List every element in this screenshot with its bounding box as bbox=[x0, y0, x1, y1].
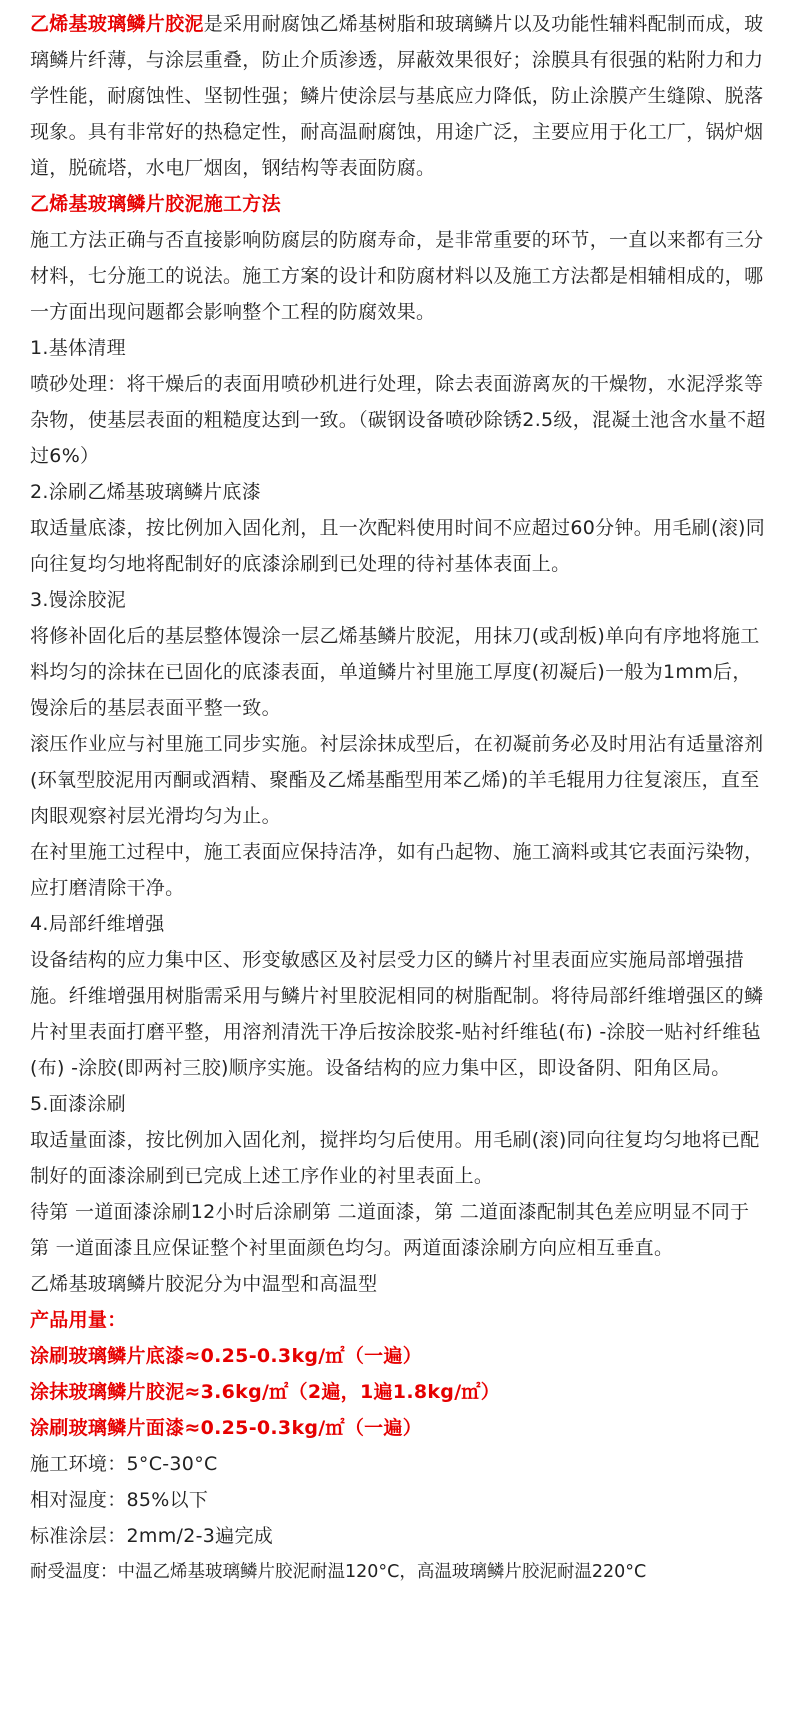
usage-heading: 产品用量： bbox=[30, 1309, 127, 1331]
spec-temperature: 耐受温度：中温乙烯基玻璃鳞片胶泥耐温120°C，高温玻璃鳞片胶泥耐温220°C bbox=[30, 1562, 647, 1582]
step2-text: 取适量底漆，按比例加入固化剂，且一次配料使用时间不应超过60分钟。用毛刷(滚)同向往复均匀地将配制好的底漆涂刷到已处理的待衬基体表面上。 bbox=[30, 517, 766, 575]
method-intro: 施工方法正确与否直接影响防腐层的防腐寿命，是非常重要的环节，一直以来都有三分材料，七分施工的说法。施工方案的设计和防腐材料以及施工方法都是相辅相成的，哪一方面出现问题都会影响整个工程的防腐效果。 bbox=[30, 229, 764, 323]
usage-primer: 涂刷玻璃鳞片底漆≈0.25-0.3kg/㎡（一遍） bbox=[30, 1345, 423, 1367]
spec-environment: 施工环境：5°C-30°C bbox=[30, 1453, 218, 1475]
intro-paragraph bbox=[30, 6, 768, 186]
step3-text-3: 在衬里施工过程中，施工表面应保持洁净，如有凸起物、施工滴料或其它表面污染物，应打磨清除干净。 bbox=[30, 841, 764, 899]
step3-text-1: 将修补固化后的基层整体馒涂一层乙烯基鳞片胶泥，用抹刀(或刮板)单向有序地将施工料均匀的涂抹在已固化的底漆表面，单道鳞片衬里施工厚度(初凝后)一般为1mm后，馒涂后的基层表面平整一致。 bbox=[30, 625, 760, 719]
intro-text: 是采用耐腐蚀乙烯基树脂和玻璃鳞片以及功能性辅料配制而成，玻璃鳞片纤薄，与涂层重叠，防止介质渗透，屏蔽效果很好；涂膜具有很强的粘附力和力学性能，耐腐蚀性、坚韧性强；鳞片使涂层与基底应力降低，防止涂膜产生缝隙、脱落现象。具有非常好的热稳定性，耐高温耐腐蚀，用途广泛，主要应用于化工厂，锅炉烟道，脱硫塔，水电厂烟囱，钢结构等表面防腐。 bbox=[30, 13, 764, 179]
step4-text: 设备结构的应力集中区、形变敏感区及衬层受力区的鳞片衬里表面应实施局部增强措施。纤维增强用树脂需采用与鳞片衬里胶泥相同的树脂配制。将待局部纤维增强区的鳞片衬里表面打磨平整，用溶剂清洗干净后按涂胶浆-贴衬纤维毡(布) -涂胶一贴衬纤维毡(布) -涂胶(即两衬三胶)顺序实施。设备结构的应力集中区，即设备阴、阳角区局。 bbox=[30, 949, 764, 1079]
step2-title: 2.涂刷乙烯基玻璃鳞片底漆 bbox=[30, 481, 262, 503]
step5-title: 5.面漆涂刷 bbox=[30, 1093, 126, 1115]
step3-text-2: 滚压作业应与衬里施工同步实施。衬层涂抹成型后，在初凝前务必及时用沾有适量溶剂(环氧型胶泥用丙酮或酒精、聚酯及乙烯基酯型用苯乙烯)的羊毛辊用力往复滚压，直至肉眼观察衬层光滑均匀为止。 bbox=[30, 733, 764, 827]
spec-humidity: 相对湿度：85%以下 bbox=[30, 1489, 209, 1511]
spec-coating: 标准涂层：2mm/2-3遍完成 bbox=[30, 1525, 274, 1547]
step3-title: 3.馒涂胶泥 bbox=[30, 589, 126, 611]
usage-topcoat: 涂刷玻璃鳞片面漆≈0.25-0.3kg/㎡（一遍） bbox=[30, 1417, 423, 1439]
usage-paste: 涂抹玻璃鳞片胶泥≈3.6kg/㎡（2遍，1遍1.8kg/㎡） bbox=[30, 1381, 501, 1403]
step5-text-1: 取适量面漆，按比例加入固化剂，搅拌均匀后使用。用毛刷(滚)同向往复均匀地将已配制好的面漆涂刷到已完成上述工序作业的衬里表面上。 bbox=[30, 1129, 760, 1187]
step5-text-2: 待第 一道面漆涂刷12小时后涂刷第 二道面漆，第 二道面漆配制其色差应明显不同于第 一道面漆且应保证整个衬里面颜色均匀。两道面漆涂刷方向应相互垂直。 bbox=[30, 1201, 750, 1259]
step1-title: 1.基体清理 bbox=[30, 337, 126, 359]
types-line: 乙烯基玻璃鳞片胶泥分为中温型和高温型 bbox=[30, 1273, 378, 1295]
step4-title: 4.局部纤维增强 bbox=[30, 913, 165, 935]
method-heading: 乙烯基玻璃鳞片胶泥施工方法 bbox=[30, 193, 281, 215]
intro-title: 乙烯基玻璃鳞片胶泥 bbox=[30, 13, 204, 35]
step1-text: 喷砂处理：将干燥后的表面用喷砂机进行处理，除去表面游离灰的干燥物，水泥浮浆等杂物，使基层表面的粗糙度达到一致。（碳钢设备喷砂除锈2.5级，混凝土池含水量不超过6%） bbox=[30, 373, 766, 467]
